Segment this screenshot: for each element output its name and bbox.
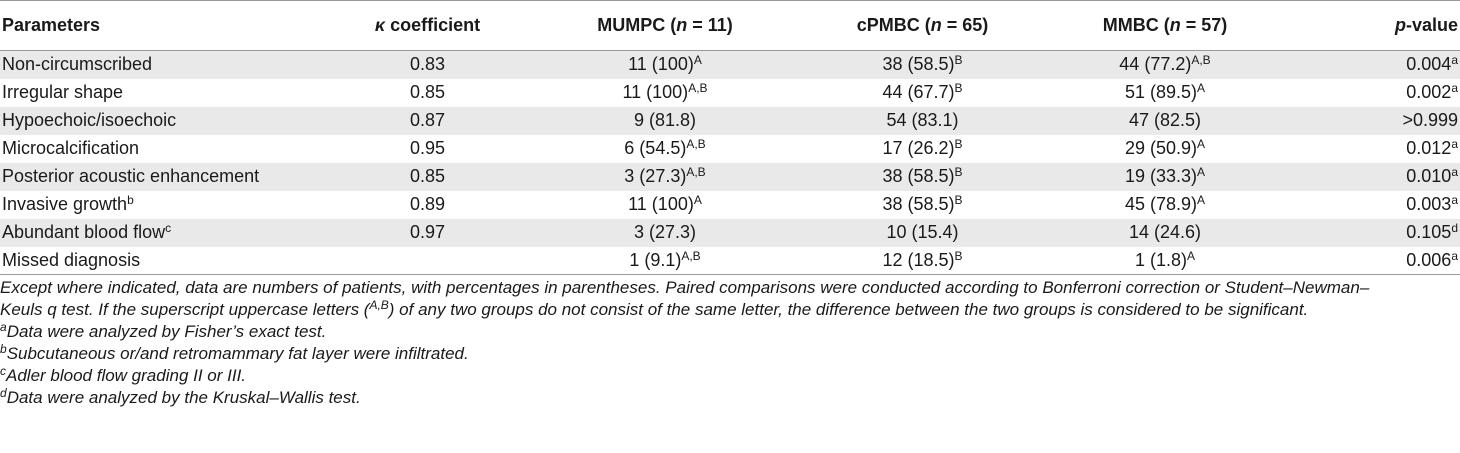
- footnote-a: $^a$Data were analyzed by Fisher’s exact test.: [0, 320, 327, 341]
- header-parameters: Parameters: [2, 15, 101, 35]
- cell-mmbc: 45 $(78.9)^A$: [1124, 193, 1206, 214]
- cell-p-value: 0.006$^a$: [1406, 248, 1458, 270]
- cell-parameter: Invasive growth$^b$: [2, 193, 134, 214]
- cell-mmbc: 1 $(1.8)^A$: [1134, 248, 1196, 270]
- table-row: [0, 191, 1460, 219]
- footnote-d: $^d$Data were analyzed by the Kruskal–Wallis test.: [0, 386, 361, 407]
- cell-p-value: 0.003$^a$: [1406, 193, 1458, 214]
- cell-cpmbc: 38 $(58.5)^B$: [882, 53, 963, 75]
- cell-kappa: [320, 247, 535, 275]
- cell-mumpc: 6 $(54.5)^{A,B}$: [624, 137, 706, 158]
- cell-kappa: 0.89: [409, 194, 446, 214]
- cell-parameter: Non-circumscribed: [2, 54, 153, 75]
- table-row: [0, 219, 1460, 247]
- table-row: [0, 247, 1460, 275]
- cell-parameter: Posterior acoustic enhancement: [2, 166, 260, 186]
- cell-cpmbc: 38 $(58.5)^B$: [882, 193, 963, 214]
- cell-mmbc: 47 (82.5): [1128, 110, 1202, 130]
- cell-kappa: 0.95: [409, 138, 446, 158]
- cell-parameter: Microcalcification: [2, 138, 140, 158]
- cell-kappa: 0.85: [409, 166, 446, 186]
- cell-cpmbc: 38 $(58.5)^B$: [882, 165, 963, 186]
- cell-cpmbc: 12 $(18.5)^B$: [882, 248, 963, 270]
- table-row: [0, 79, 1460, 107]
- cell-mumpc: 3 $(27.3)^{A,B}$: [624, 165, 706, 186]
- cell-mmbc: 14 (24.6): [1128, 222, 1202, 242]
- table-footnotes: [0, 277, 1458, 409]
- cell-cpmbc: 44 $(67.7)^B$: [882, 81, 963, 102]
- table-row: [0, 51, 1460, 79]
- cell-mmbc: 29 $(50.9)^A$: [1124, 137, 1206, 158]
- cell-parameter: Irregular shape: [2, 82, 124, 102]
- header-mmbc: MMBC (n = 57): [1102, 15, 1228, 35]
- cell-mumpc: 3 (27.3): [633, 222, 697, 242]
- cell-parameter: Hypoechoic/isoechoic: [2, 110, 177, 130]
- table-row: [0, 135, 1460, 163]
- cell-p-value: 0.105$^d$: [1406, 221, 1458, 242]
- cell-p-value: 0.002$^a$: [1406, 81, 1458, 102]
- footnote-c: $^c$Adler blood flow grading II or III.: [0, 364, 247, 385]
- header-mumpc: MUMPC (n = 11): [597, 15, 733, 35]
- cell-kappa: 0.85: [409, 82, 446, 102]
- header-p-value: p-value: [1394, 15, 1458, 35]
- cell-mumpc: 1 $(9.1)^{A,B}$: [629, 248, 701, 270]
- table-header: [0, 1, 1460, 51]
- cell-kappa: 0.87: [409, 110, 446, 130]
- footnote-b: $^b$Subcutaneous or/and retromammary fat layer were infiltrated.: [0, 342, 469, 363]
- cell-kappa: 0.83: [409, 54, 446, 75]
- cell-mumpc: 11 $(100)^{A,B}$: [622, 81, 708, 102]
- cell-cpmbc: 54 (83.1): [886, 110, 959, 130]
- cell-mumpc: 9 (81.8): [633, 110, 697, 130]
- header-kappa: κ coefficient: [374, 15, 481, 35]
- cell-p-value: 0.010$^a$: [1406, 165, 1458, 186]
- header-cpmbc: cPMBC (n = 65): [856, 15, 989, 35]
- cell-parameter: Missed diagnosis: [2, 249, 141, 270]
- table-row: [0, 107, 1460, 135]
- table-row: [0, 163, 1460, 191]
- footnote-lead: Except where indicated, data are numbers of patients, with percentages in parentheses. Paired comparisons were conducted according to Bonferroni correction or Student–Newman– Keuls q test. If the superscript uppercase letters ($^{A,B}$) of any two groups do not consist of the same letter, the difference between the two groups is considered to be significant.: [0, 278, 1370, 319]
- cell-mmbc: 19 $(33.3)^A$: [1124, 165, 1206, 186]
- cell-mumpc: 11 $(100)^A$: [628, 193, 702, 214]
- cell-mmbc: 51 $(89.5)^A$: [1124, 81, 1206, 102]
- cell-p-value: 0.004$^a$: [1406, 53, 1458, 75]
- cell-parameter: Abundant blood flow$^c$: [2, 221, 172, 242]
- cell-p-value: 0.012$^a$: [1406, 137, 1458, 158]
- table-body: [0, 51, 1460, 275]
- cell-cpmbc: 10 (15.4): [886, 222, 959, 242]
- cell-kappa: 0.97: [409, 222, 446, 242]
- cell-p-value: >0.999: [1402, 110, 1458, 130]
- cell-mmbc: 44 $(77.2)^{A,B}$: [1119, 53, 1211, 75]
- cell-mumpc: 11 $(100)^A$: [628, 53, 702, 75]
- cell-cpmbc: 17 $(26.2)^B$: [882, 137, 963, 158]
